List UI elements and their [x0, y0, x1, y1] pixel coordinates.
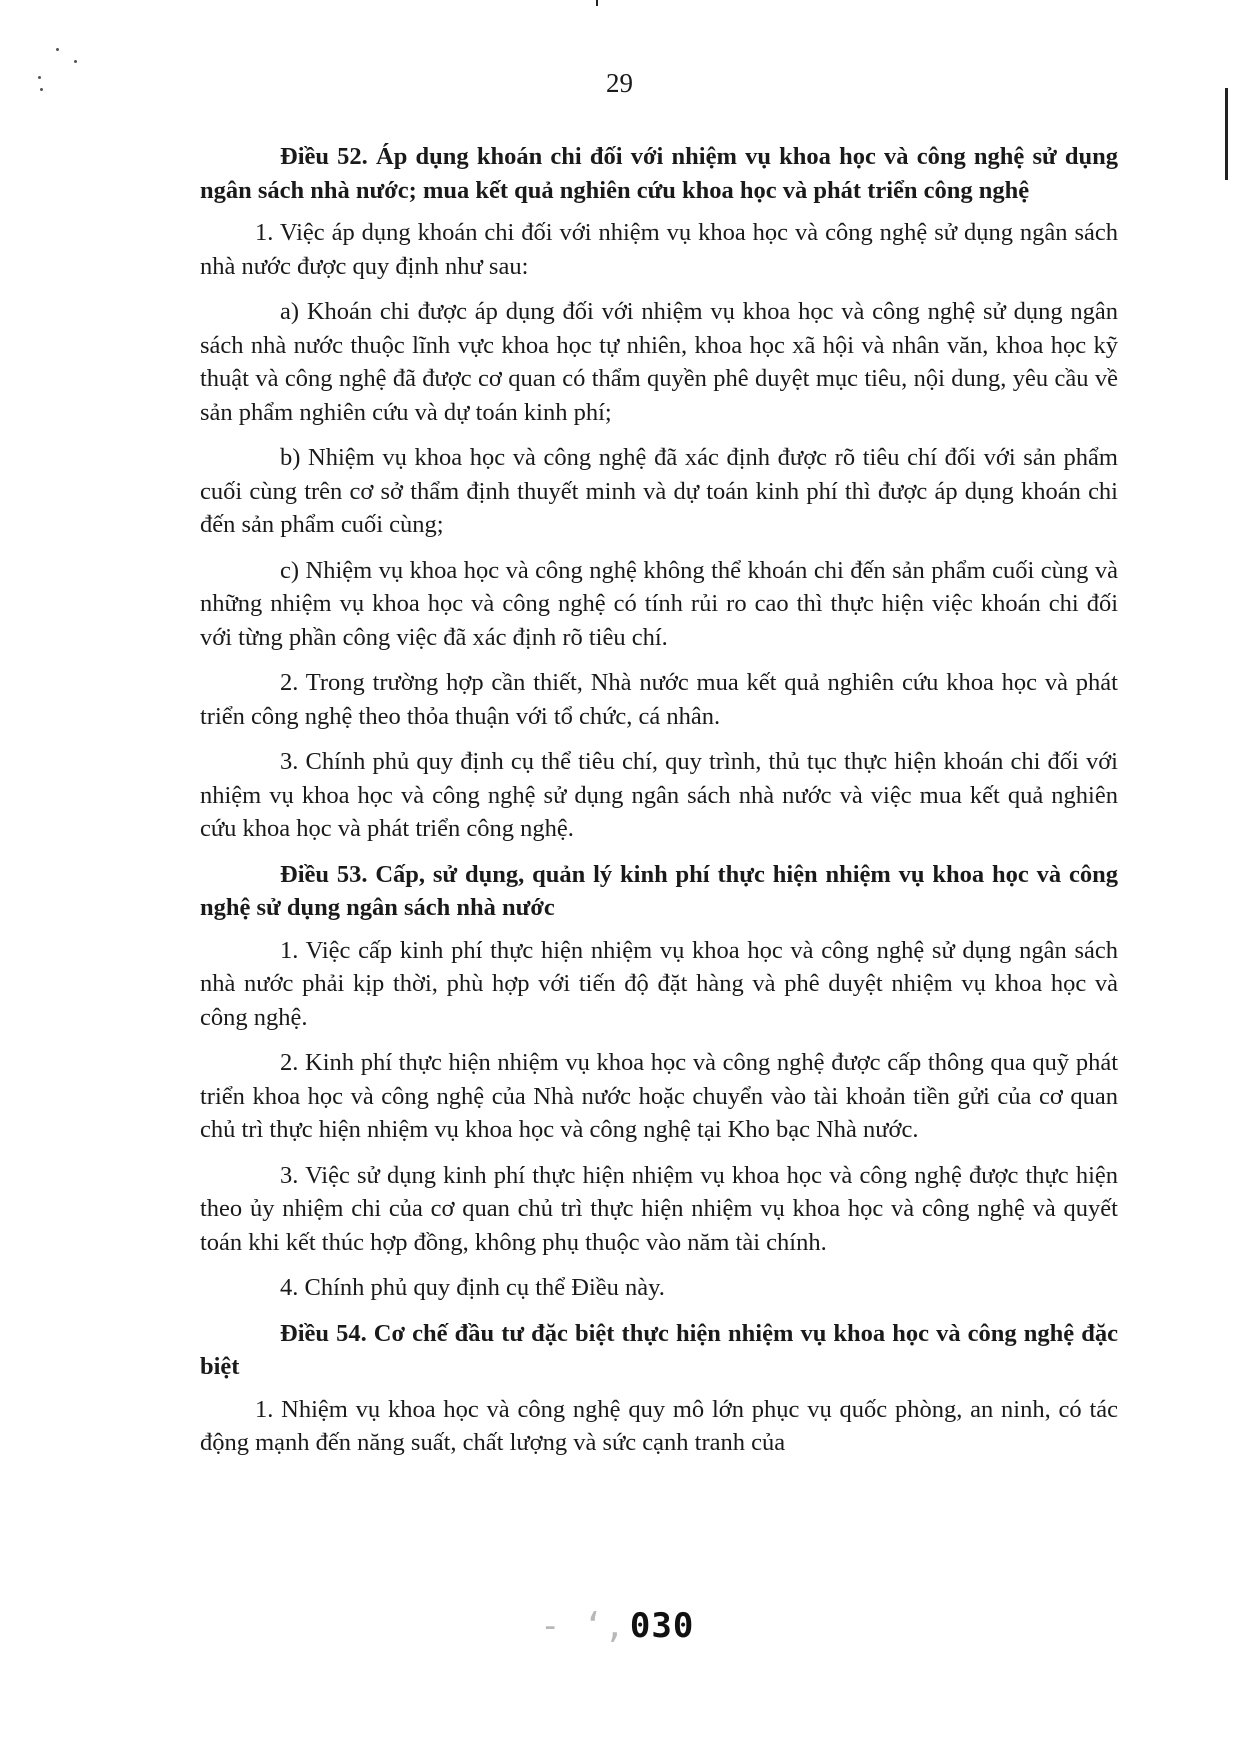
article-52-point-a: a) Khoán chi được áp dụng đối với nhiệm vụ khoa học và công nghệ sử dụng ngân sách nhà nước thuộc lĩnh vực khoa học tự nhiên, khoa học xã hội và nhân văn, khoa học kỹ thuật và công nghệ đã được cơ quan có thẩm quyền phê duyệt mục tiêu, nội dung, yêu cầu về sản phẩm nghiên cứu và dự toán kinh phí; [200, 298, 1118, 426]
article-52-clause-1: 1. Việc áp dụng khoán chi đối với nhiệm vụ khoa học và công nghệ sử dụng ngân sách nhà nước được quy định như sau: [200, 219, 1118, 280]
article-52-clause-3: 3. Chính phủ quy định cụ thể tiêu chí, quy trình, thủ tục thực hiện khoán chi đối với nhiệm vụ khoa học và công nghệ sử dụng ngân sách nhà nước và việc mua kết quả nghiên cứu khoa học và phát triển công nghệ. [200, 748, 1118, 842]
article-54-heading: Điều 54. Cơ chế đầu tư đặc biệt thực hiện nhiệm vụ khoa học và công nghệ đặc biệt [200, 1319, 1118, 1380]
article-53-clause-4: 4. Chính phủ quy định cụ thể Điều này. [280, 1274, 665, 1301]
scan-edge-mark [1225, 88, 1228, 180]
scan-speck [74, 60, 77, 63]
page-stamp [540, 1606, 694, 1646]
stamp-smudge: - ‘‚ [540, 1606, 626, 1646]
document-body [200, 140, 1118, 1472]
article-52-point-c: c) Nhiệm vụ khoa học và công nghệ không thể khoán chi đến sản phẩm cuối cùng và những nhiệm vụ khoa học và công nghệ có tính rủi ro cao thì thực hiện việc khoán chi đối với từng phần công việc đã xác định rõ tiêu chí. [200, 556, 1118, 651]
article-53-heading: Điều 53. Cấp, sử dụng, quản lý kinh phí thực hiện nhiệm vụ khoa học và công nghệ sử dụng ngân sách nhà nước [200, 860, 1118, 921]
page-number: 29 [606, 68, 633, 98]
article-52-heading: Điều 52. Áp dụng khoán chi đối với nhiệm vụ khoa học và công nghệ sử dụng ngân sách nhà nước; mua kết quả nghiên cứu khoa học và phát triển công nghệ [200, 143, 1118, 204]
scan-speck [56, 48, 59, 51]
article-53-clause-2: 2. Kinh phí thực hiện nhiệm vụ khoa học và công nghệ được cấp thông qua quỹ phát triển khoa học và công nghệ của Nhà nước hoặc chuyển vào tài khoản tiền gửi của cơ quan chủ trì thực hiện nhiệm vụ khoa học và công nghệ tại Kho bạc Nhà nước. [200, 1049, 1118, 1143]
scan-top-mark [596, 0, 598, 6]
article-53-clause-1: 1. Việc cấp kinh phí thực hiện nhiệm vụ khoa học và công nghệ sử dụng ngân sách nhà nước phải kịp thời, phù hợp với tiến độ đặt hàng và phê duyệt nhiệm vụ khoa học và công nghệ. [200, 936, 1118, 1031]
article-52-clause-2: 2. Trong trường hợp cần thiết, Nhà nước mua kết quả nghiên cứu khoa học và phát triển công nghệ theo thỏa thuận với tổ chức, cá nhân. [200, 669, 1118, 730]
stamp-number: 030 [629, 1606, 695, 1646]
article-54-clause-1: 1. Nhiệm vụ khoa học và công nghệ quy mô lớn phục vụ quốc phòng, an ninh, có tác động mạnh đến năng suất, chất lượng và sức cạnh tranh của [200, 1395, 1118, 1456]
article-52-point-b: b) Nhiệm vụ khoa học và công nghệ đã xác định được rõ tiêu chí đối với sản phẩm cuối cùng trên cơ sở thẩm định thuyết minh và dự toán kinh phí thì được áp dụng khoán chi đến sản phẩm cuối cùng; [200, 444, 1118, 538]
article-53-clause-3: 3. Việc sử dụng kinh phí thực hiện nhiệm vụ khoa học và công nghệ được thực hiện theo ủy nhiệm chi của cơ quan chủ trì thực hiện nhiệm vụ khoa học và công nghệ và quyết toán khi kết thúc hợp đồng, không phụ thuộc vào năm tài chính. [200, 1161, 1118, 1256]
